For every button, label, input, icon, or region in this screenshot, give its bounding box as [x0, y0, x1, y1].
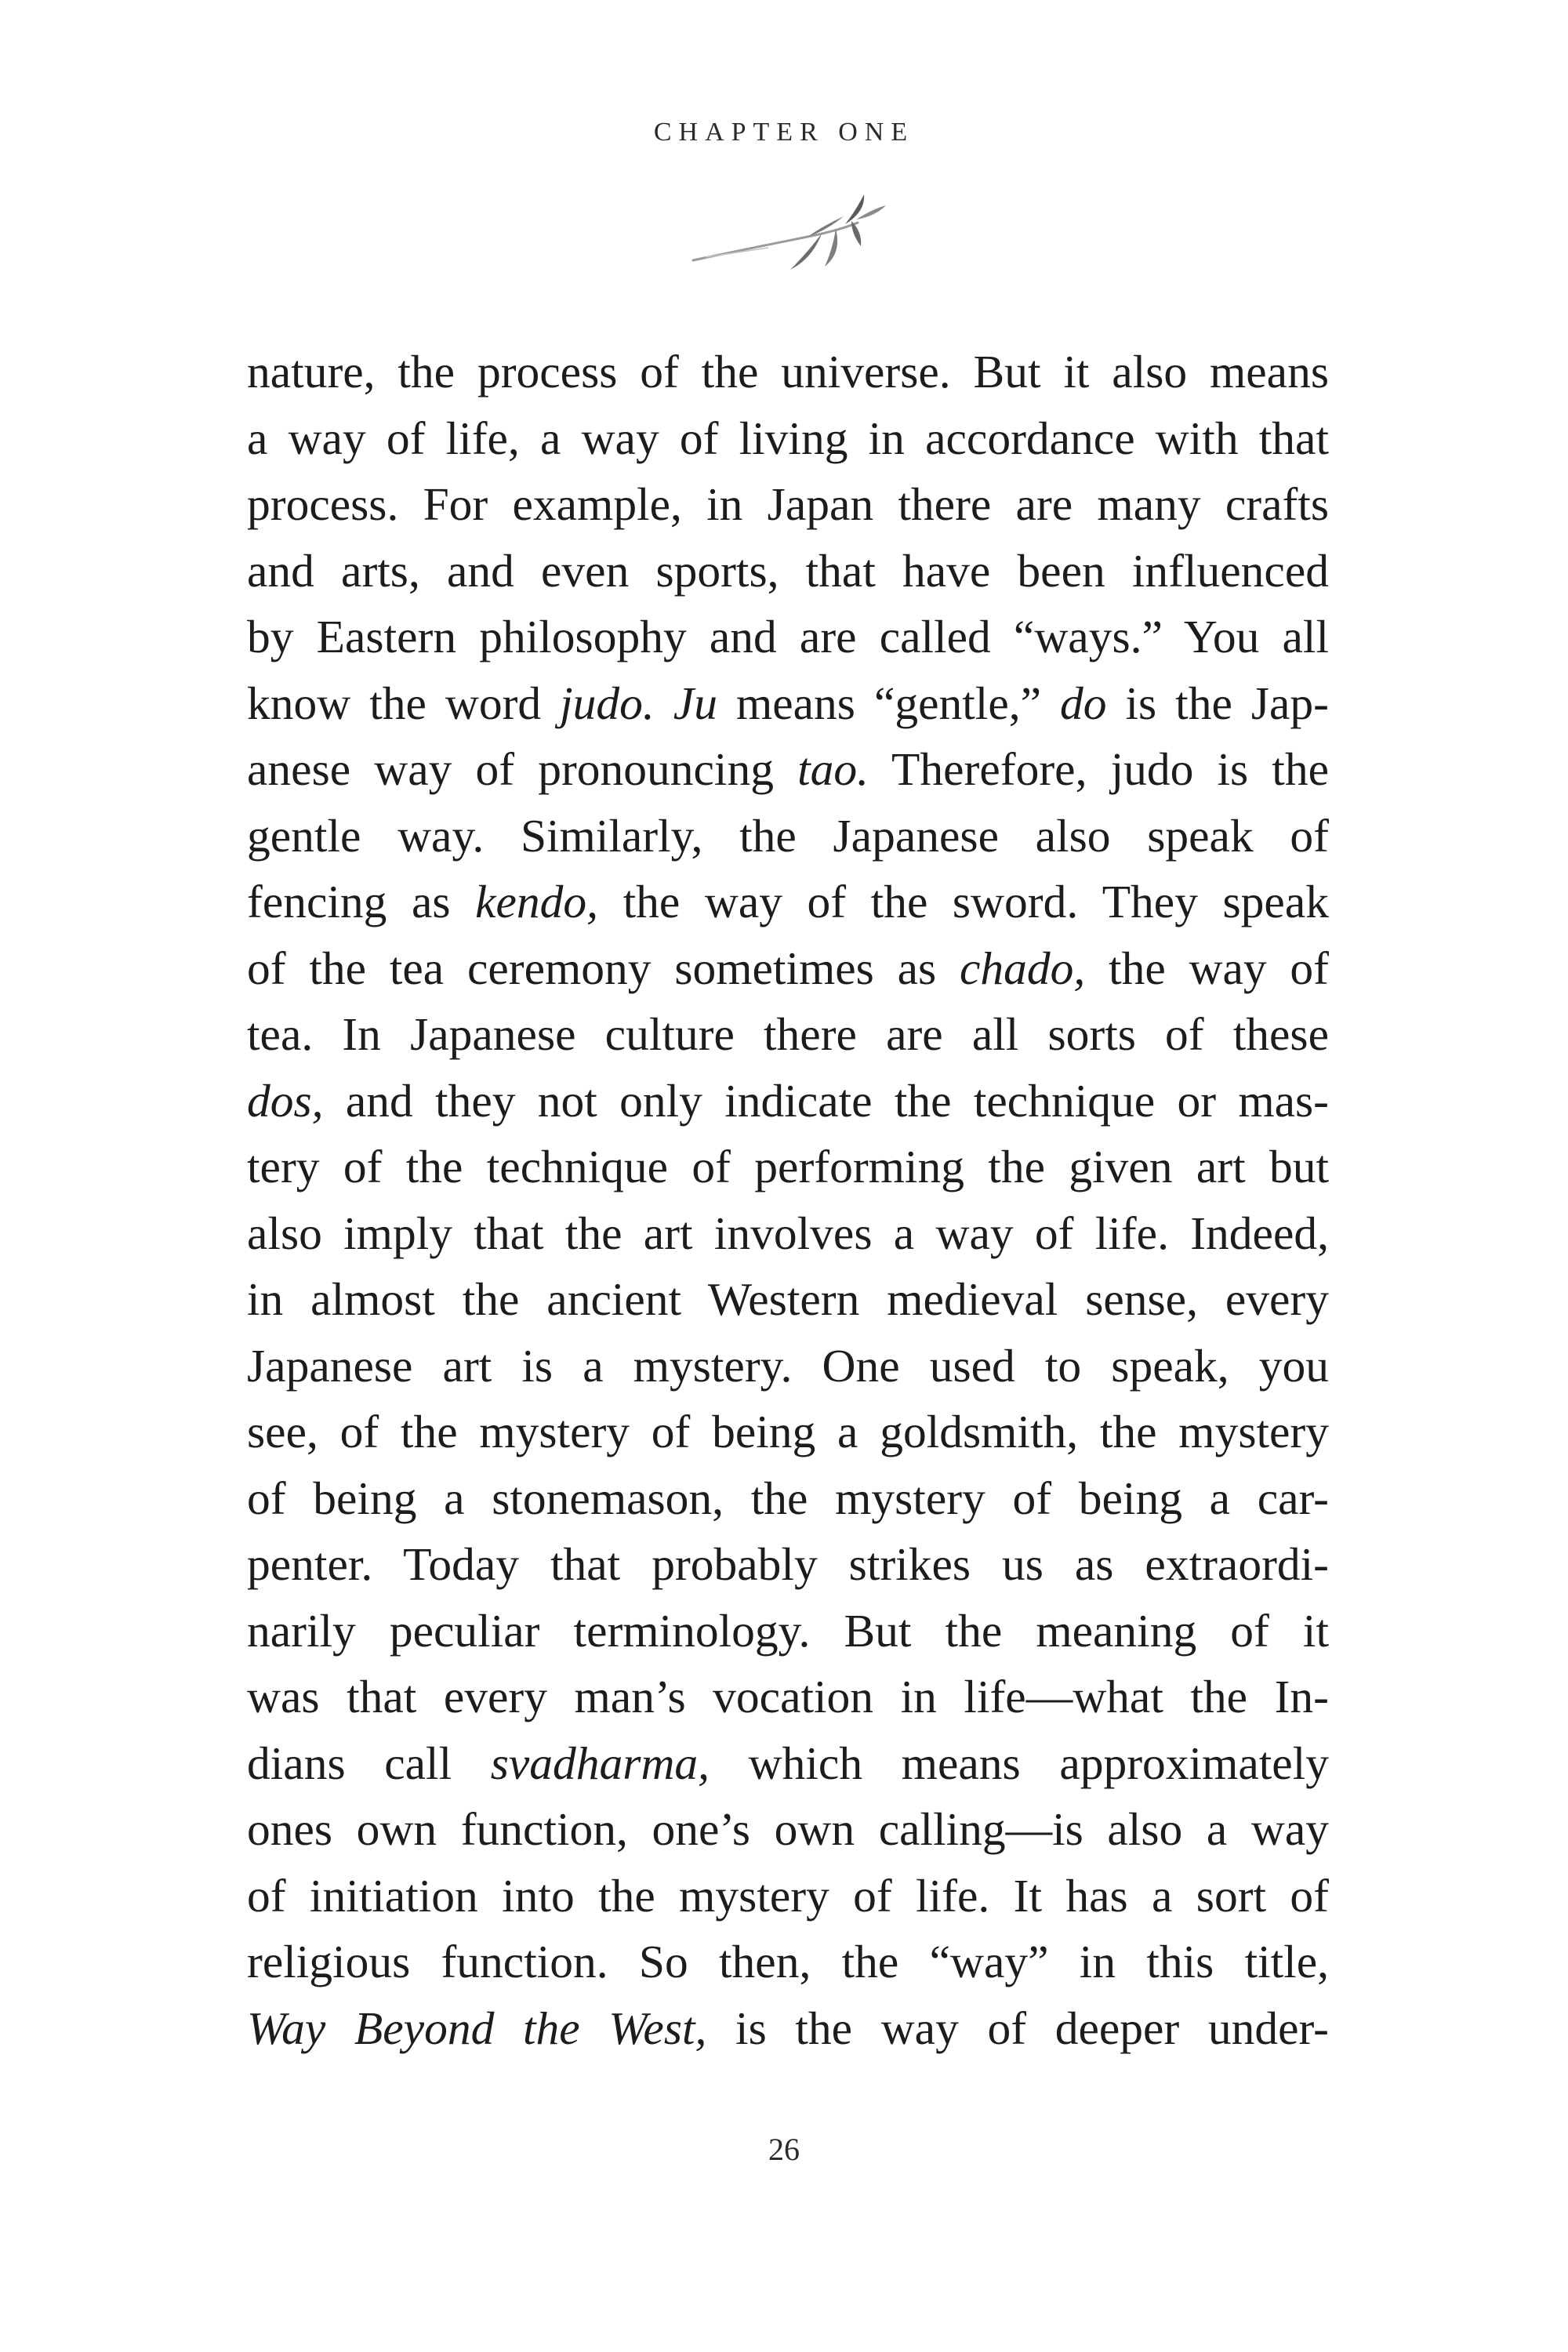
text-run: by Eastern philosophy and are called “ways.” You all [247, 611, 1329, 662]
running-head: CHAPTER ONE [653, 118, 915, 147]
text-line [247, 1134, 1329, 1200]
italic-text: dos, [247, 1074, 324, 1127]
text-line [247, 1598, 1329, 1664]
text-run: is the Jap- [1106, 677, 1329, 729]
text-run: nature, the process of the universe. But it also means [247, 346, 1329, 397]
text-line [247, 604, 1329, 670]
text-line [247, 1995, 1329, 2062]
text-line [247, 471, 1329, 538]
text-line [247, 1068, 1329, 1134]
text-line [247, 803, 1329, 869]
text-line [247, 339, 1329, 405]
body-text [247, 339, 1329, 2061]
text-line [247, 1796, 1329, 1863]
text-run: process. For example, in Japan there are many crafts [247, 478, 1329, 530]
text-line [247, 935, 1329, 1002]
text-line [247, 1465, 1329, 1532]
text-line [247, 869, 1329, 935]
italic-text: kendo, [475, 876, 599, 927]
text-line [247, 736, 1329, 803]
bamboo-ink-icon [690, 188, 894, 290]
italic-text: judo. Ju [560, 677, 717, 729]
text-run: and they not only indicate the technique or mas- [323, 1074, 1329, 1127]
italic-text: do [1060, 677, 1107, 729]
text-run: is the way of deeper under- [706, 2002, 1329, 2054]
text-run: of the tea ceremony sometimes as [247, 942, 960, 994]
text-run: the way of the sword. They speak [598, 876, 1329, 927]
text-run: ones own function, one’s own calling—is also a way [247, 1803, 1329, 1855]
text-line [247, 1531, 1329, 1598]
text-run: which means approximately [710, 1737, 1329, 1789]
text-run: of initiation into the mystery of life. It has a sort of [247, 1869, 1329, 1922]
text-run: and arts, and even sports, that have been influenced [247, 544, 1329, 597]
page-number: 26 [768, 2132, 800, 2167]
italic-text: svadharma, [490, 1737, 710, 1789]
text-run: anese way of pronouncing [247, 743, 798, 795]
text-run: the way of [1085, 942, 1329, 994]
text-line [247, 1664, 1329, 1730]
text-run: religious function. So then, the “way” in this title, [247, 1936, 1329, 1987]
text-line [247, 538, 1329, 604]
text-line [247, 1200, 1329, 1267]
text-line [247, 405, 1329, 472]
text-run: means “gentle,” [717, 677, 1061, 729]
text-line [247, 1730, 1329, 1797]
text-run: see, of the mystery of being a goldsmith, the mystery [247, 1406, 1329, 1457]
text-run: fencing as [247, 876, 476, 927]
text-line [247, 1863, 1329, 1929]
text-run: was that every man’s vocation in life—what the In- [247, 1671, 1329, 1722]
text-run: penter. Today that probably strikes us as extraordi- [247, 1538, 1329, 1590]
text-run: tery of the technique of performing the given art but [247, 1141, 1329, 1192]
text-line [247, 1001, 1329, 1068]
text-line [247, 1333, 1329, 1399]
text-line [247, 1929, 1329, 1995]
text-line [247, 1399, 1329, 1465]
text-run: narily peculiar terminology. But the meaning of it [247, 1604, 1329, 1657]
italic-text: tao. [797, 743, 869, 795]
text-run: also imply that the art involves a way of life. Indeed, [247, 1207, 1329, 1259]
text-line [247, 1266, 1329, 1333]
text-run: Japanese art is a mystery. One used to speak, you [247, 1339, 1329, 1392]
text-run: of being a stonemason, the mystery of being a car- [247, 1472, 1329, 1524]
text-run: a way of life, a way of living in accordance with that [247, 412, 1329, 464]
text-run: tea. In Japanese culture there are all sorts of these [247, 1008, 1329, 1060]
text-run: gentle way. Similarly, the Japanese also speak of [247, 809, 1329, 862]
text-run: dians call [247, 1737, 491, 1789]
text-run: know the word [247, 677, 561, 729]
text-run: in almost the ancient Western medieval sense, every [247, 1273, 1329, 1325]
text-run: Therefore, judo is the [869, 743, 1329, 795]
text-line [247, 670, 1329, 737]
italic-text: chado, [959, 942, 1086, 994]
italic-text: Way Beyond the West, [247, 2002, 707, 2054]
